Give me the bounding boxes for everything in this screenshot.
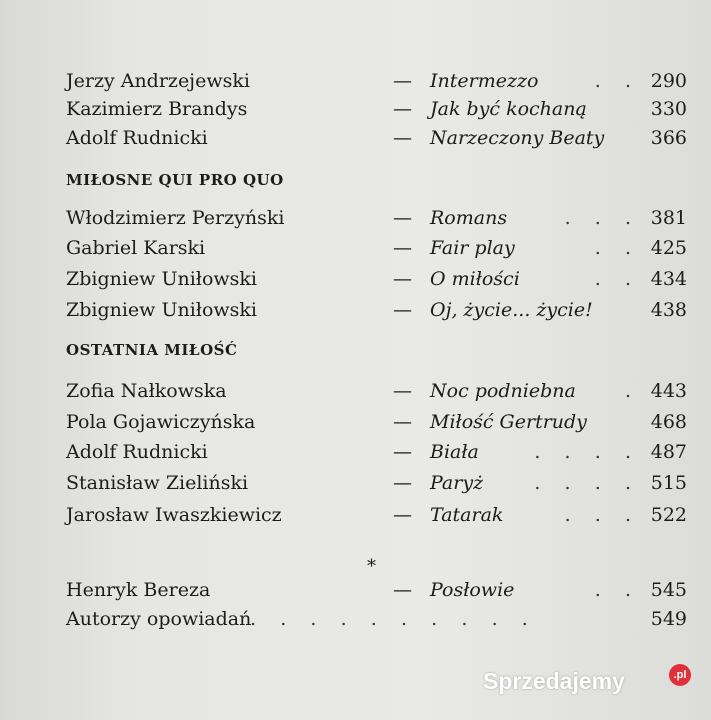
toc-title: Tatarak bbox=[430, 504, 504, 526]
toc-dash: — bbox=[393, 579, 412, 601]
toc-dash: — bbox=[393, 268, 412, 290]
toc-dash: — bbox=[393, 70, 412, 92]
toc-leader: . . . . . . . . . . bbox=[250, 608, 528, 630]
toc-title: Biała bbox=[430, 441, 479, 463]
toc-title: Fair play bbox=[430, 237, 515, 259]
toc-author: Kazimierz Brandys bbox=[66, 98, 248, 120]
toc-page-number: 366 bbox=[650, 127, 687, 149]
toc-entry bbox=[0, 66, 711, 96]
toc-leader: . bbox=[624, 380, 631, 402]
toc-leader: . . bbox=[594, 579, 631, 601]
toc-page-number: 381 bbox=[650, 207, 687, 229]
toc-author: Zbigniew Uniłowski bbox=[66, 299, 257, 321]
toc-dash: — bbox=[393, 441, 412, 463]
toc-dash: — bbox=[393, 411, 412, 433]
toc-author: Zofia Nałkowska bbox=[66, 380, 227, 402]
section-separator: * bbox=[367, 556, 376, 577]
section-heading: MIŁOSNE QUI PRO QUO bbox=[66, 171, 284, 189]
toc-entry bbox=[0, 407, 711, 437]
toc-page-number: 522 bbox=[650, 504, 687, 526]
toc-author: Pola Gojawiczyńska bbox=[66, 411, 256, 433]
toc-entry bbox=[0, 203, 711, 233]
toc-author: Henryk Bereza bbox=[66, 579, 211, 601]
toc-leader: . . . . bbox=[534, 441, 631, 463]
toc-author: Jarosław Iwaszkiewicz bbox=[66, 504, 282, 526]
toc-author: Gabriel Karski bbox=[66, 237, 206, 259]
toc-page-number: 434 bbox=[650, 268, 687, 290]
toc-author: Stanisław Zieliński bbox=[66, 472, 249, 494]
toc-page-number: 425 bbox=[650, 237, 687, 259]
toc-entry bbox=[0, 604, 711, 634]
toc-dash: — bbox=[393, 380, 412, 402]
toc-dash: — bbox=[393, 237, 412, 259]
toc-page-number: 443 bbox=[650, 380, 687, 402]
toc-title: Noc podniebna bbox=[430, 380, 576, 402]
toc-entry bbox=[0, 575, 711, 605]
toc-dash: — bbox=[393, 207, 412, 229]
toc-title: Narzeczony Beaty bbox=[430, 127, 605, 149]
toc-author: Adolf Rudnicki bbox=[66, 441, 208, 463]
toc-leader: . . . bbox=[564, 504, 631, 526]
toc-title: Miłość Gertrudy bbox=[430, 411, 587, 433]
toc-entry bbox=[0, 123, 711, 153]
toc-author: Jerzy Andrzejewski bbox=[66, 70, 250, 92]
toc-entry bbox=[0, 94, 711, 124]
toc-page-number: 549 bbox=[650, 608, 687, 630]
watermark-badge: .pl bbox=[669, 664, 691, 686]
toc-page-number: 290 bbox=[650, 70, 687, 92]
toc-title: Romans bbox=[430, 207, 508, 229]
toc-dash: — bbox=[393, 127, 412, 149]
toc-dash: — bbox=[393, 504, 412, 526]
toc-title: Posłowie bbox=[430, 579, 515, 601]
toc-leader: . . bbox=[594, 268, 631, 290]
toc-page-number: 468 bbox=[650, 411, 687, 433]
toc-dash: — bbox=[393, 472, 412, 494]
toc-entry bbox=[0, 376, 711, 406]
section-heading: OSTATNIA MIŁOŚĆ bbox=[66, 341, 238, 359]
toc-title: Oj, życie... życie! bbox=[430, 299, 593, 321]
toc-author: Zbigniew Uniłowski bbox=[66, 268, 257, 290]
toc-title: Jak być kochaną bbox=[430, 98, 587, 120]
toc-leader: . . bbox=[594, 70, 631, 92]
toc-page-number: 545 bbox=[650, 579, 687, 601]
toc-page-number: 487 bbox=[650, 441, 687, 463]
toc-title: Paryż bbox=[430, 472, 484, 494]
toc-title: Intermezzo bbox=[430, 70, 539, 92]
toc-entry bbox=[0, 468, 711, 498]
toc-author: Autorzy opowiadań bbox=[66, 608, 252, 630]
toc-leader: . . . bbox=[564, 207, 631, 229]
toc-author: Adolf Rudnicki bbox=[66, 127, 208, 149]
toc-dash: — bbox=[393, 299, 412, 321]
toc-entry bbox=[0, 233, 711, 263]
toc-author: Włodzimierz Perzyński bbox=[66, 207, 285, 229]
toc-page-number: 438 bbox=[650, 299, 687, 321]
toc-leader: . . bbox=[594, 237, 631, 259]
toc-title: O miłości bbox=[430, 268, 520, 290]
toc-page-number: 515 bbox=[650, 472, 687, 494]
toc-entry bbox=[0, 264, 711, 294]
toc-dash: — bbox=[393, 98, 412, 120]
toc-leader: . . . . bbox=[534, 472, 631, 494]
watermark-logo: Sprzedajemy bbox=[483, 668, 625, 694]
toc-entry bbox=[0, 437, 711, 467]
toc-entry bbox=[0, 500, 711, 530]
toc-page-number: 330 bbox=[650, 98, 687, 120]
toc-entry bbox=[0, 295, 711, 325]
